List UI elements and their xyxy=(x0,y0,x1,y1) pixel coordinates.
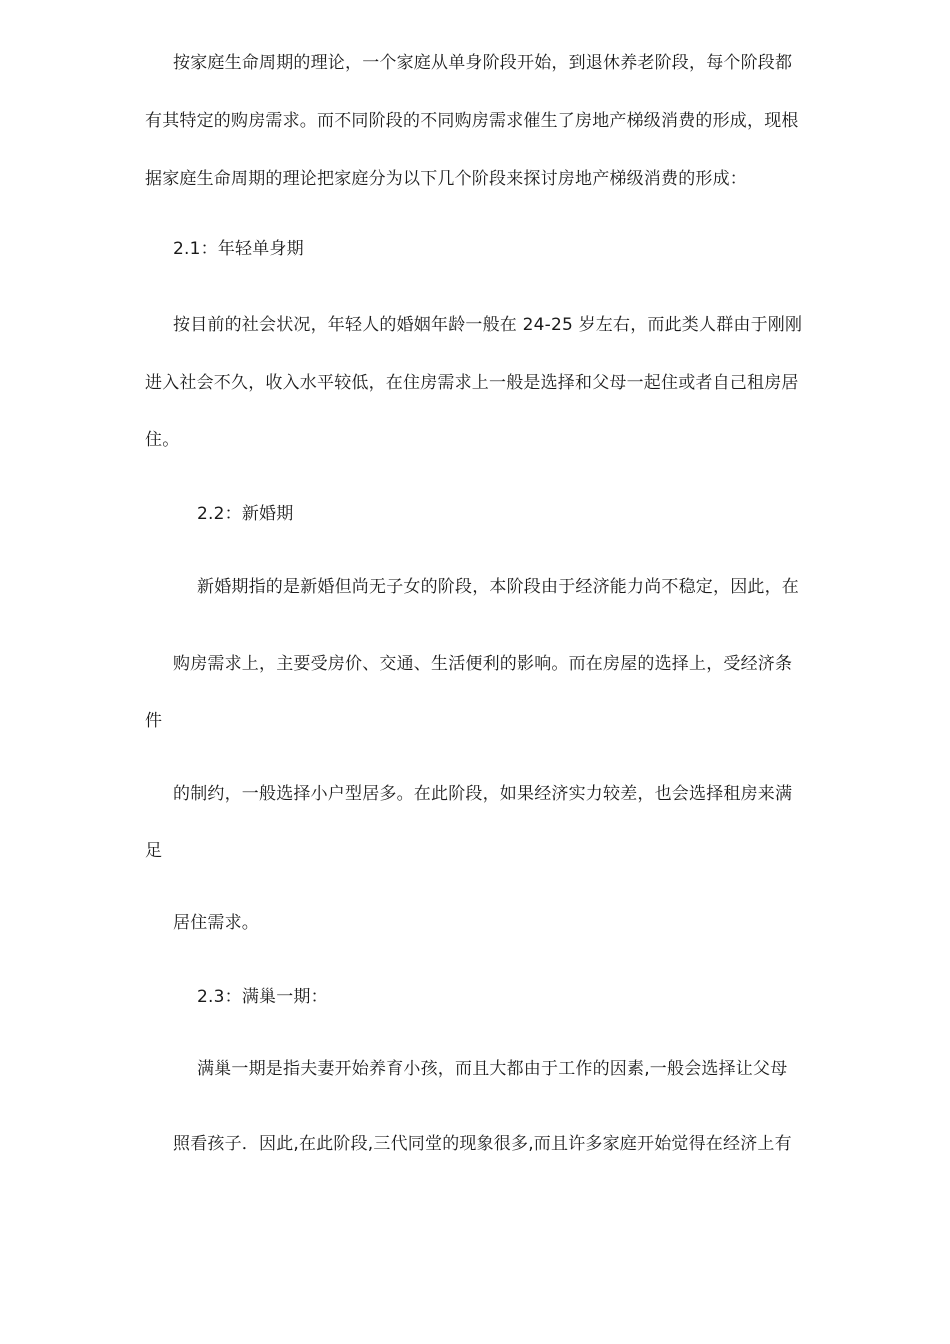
section-2-1-line-2: 进入社会不久，收入水平较低，在住房需求上一般是选择和父母一起住或者自己租房居 xyxy=(145,373,799,393)
section-2-2-line-6: 居住需求。 xyxy=(173,913,259,933)
section-2-1-line-1: 按目前的社会状况，年轻人的婚姻年龄一般在 24-25 岁左右，而此类人群由于刚刚 xyxy=(173,315,803,335)
section-2-2-line-5: 足 xyxy=(145,841,163,861)
section-2-1-heading: 2.1：年轻单身期 xyxy=(173,239,304,259)
section-2-3-heading: 2.3：满巢一期： xyxy=(197,987,328,1007)
intro-line-3: 据家庭生命周期的理论把家庭分为以下几个阶段来探讨房地产梯级消费的形成： xyxy=(145,169,747,189)
section-2-3-line-1: 满巢一期是指夫妻开始养育小孩，而且大都由于工作的因素,一般会选择让父母 xyxy=(197,1059,788,1079)
section-2-2-line-3: 件 xyxy=(145,711,163,731)
section-2-3-line-2: 照看孩子．因此,在此阶段,三代同堂的现象很多,而且许多家庭开始觉得在经济上有 xyxy=(173,1134,792,1154)
section-2-2-line-2: 购房需求上，主要受房价、交通、生活便利的影响。而在房屋的选择上，受经济条 xyxy=(173,654,793,674)
section-2-2-heading: 2.2：新婚期 xyxy=(197,504,294,524)
section-2-2-line-1: 新婚期指的是新婚但尚无子女的阶段，本阶段由于经济能力尚不稳定，因此，在 xyxy=(197,577,799,597)
section-2-1-line-3: 住。 xyxy=(145,430,180,450)
intro-line-2: 有其特定的购房需求。而不同阶段的不同购房需求催生了房地产梯级消费的形成，现根 xyxy=(145,111,799,131)
section-2-2-line-4: 的制约，一般选择小户型居多。在此阶段，如果经济实力较差，也会选择租房来满 xyxy=(173,784,793,804)
intro-line-1: 按家庭生命周期的理论，一个家庭从单身阶段开始，到退休养老阶段，每个阶段都 xyxy=(173,53,793,73)
